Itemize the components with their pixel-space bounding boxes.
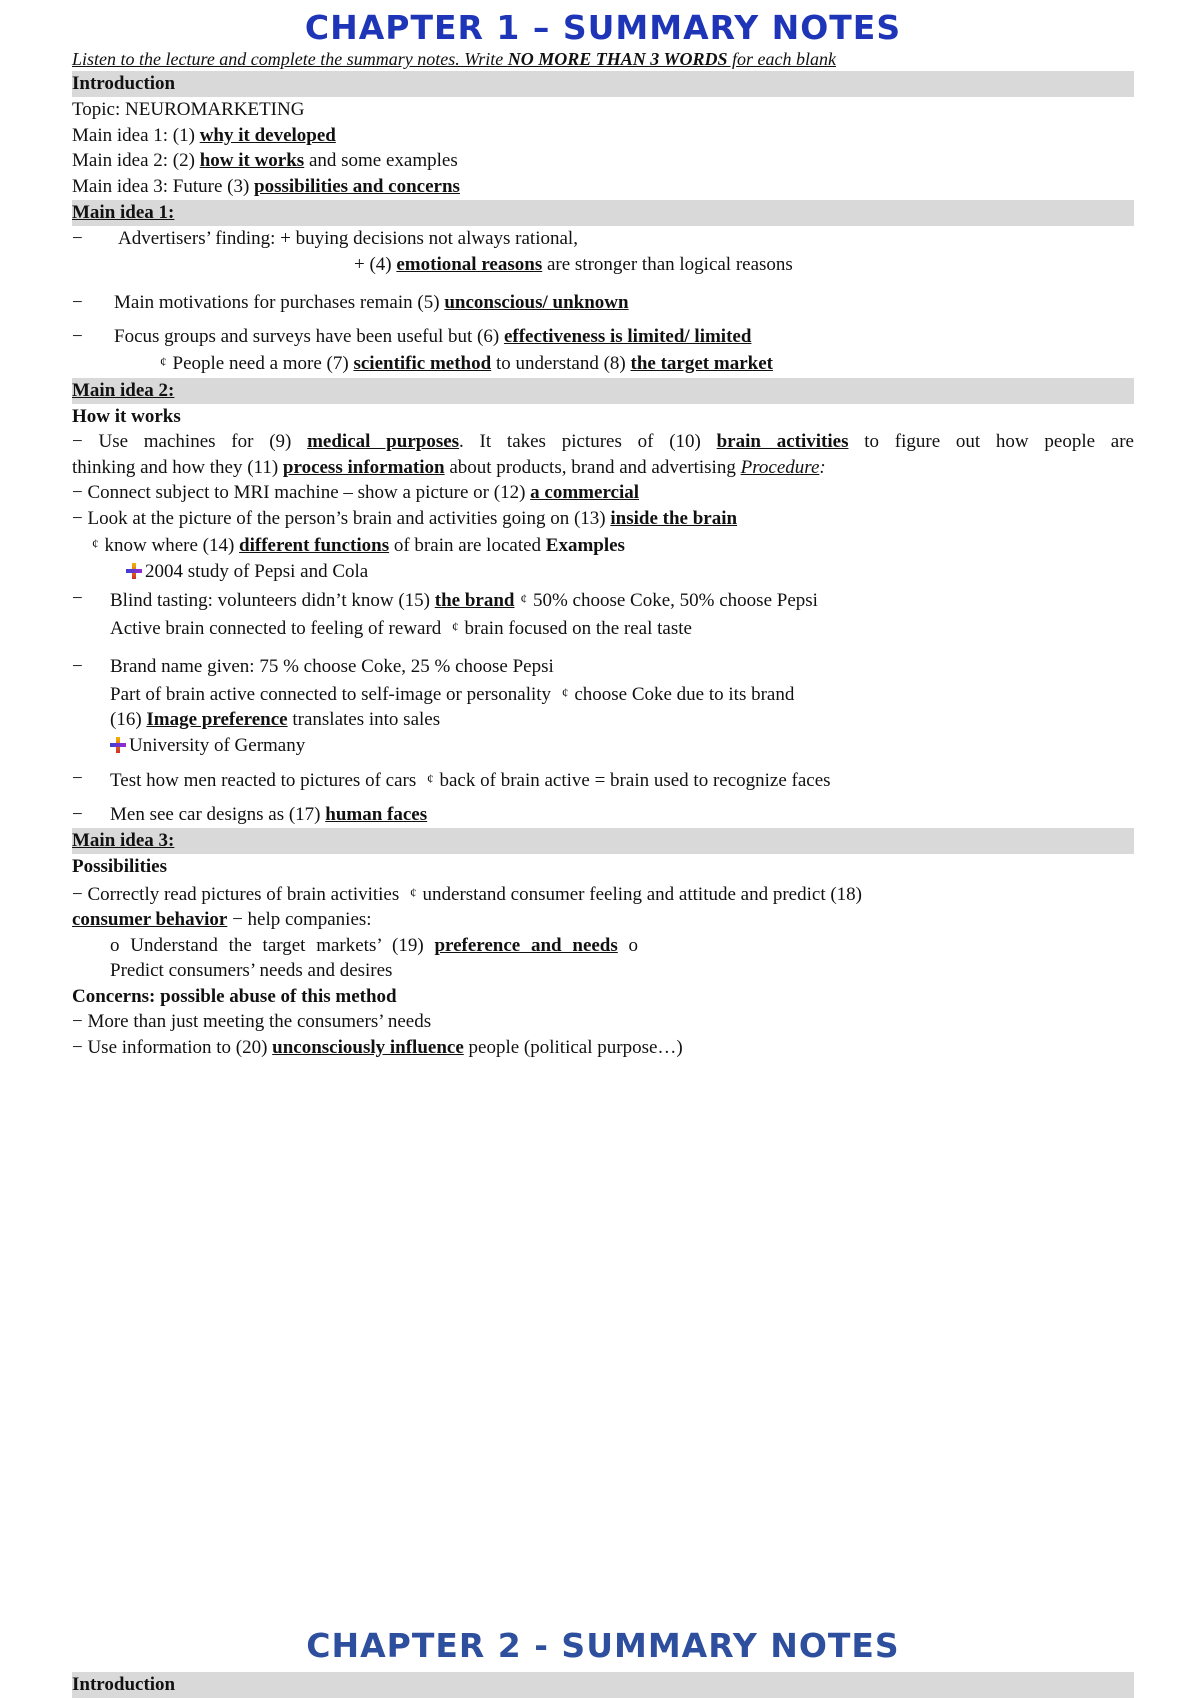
answer-8: the target market <box>630 353 773 374</box>
dash-bullet: − <box>72 292 83 313</box>
label: (16) <box>110 709 147 730</box>
text: know where (14) <box>104 535 240 556</box>
how-it-works-heading: How it works <box>72 405 181 427</box>
main-idea-2-line <box>72 148 1134 174</box>
text: − Use information to (20) <box>72 1036 273 1058</box>
main-idea-1-line <box>72 123 1134 149</box>
instructions <box>72 48 1134 70</box>
answer-20: unconsciously influence <box>272 1036 464 1058</box>
people-need-line <box>72 349 1134 377</box>
answer-18: consumer behavior <box>72 909 228 930</box>
dash-bullet: − <box>72 803 83 825</box>
answer-19: preference and needs <box>434 934 618 956</box>
answer-14: different functions <box>239 535 390 556</box>
text: Men see car designs as (17) <box>110 803 326 825</box>
text: − Correctly read pictures of brain activities <box>72 883 405 905</box>
text: . It takes pictures of (10) <box>459 431 717 452</box>
text: to figure out how people are <box>848 431 1134 452</box>
text: to understand (8) <box>491 353 631 374</box>
text: brain focused on the real taste <box>464 617 692 639</box>
answer-4: emotional reasons <box>396 253 543 275</box>
more-than-line: − More than just meeting the consumers’ needs <box>72 1011 432 1032</box>
arrow-icon: ¢ <box>520 591 527 606</box>
dash-bullet: − <box>72 228 83 249</box>
text: − Connect subject to MRI machine – show a picture or (12) <box>72 482 531 503</box>
arrow-icon: ¢ <box>92 536 99 551</box>
section-main-idea-2 <box>72 378 1134 404</box>
text: − Look at the picture of the person’s brain and activities going on (13) <box>72 507 611 529</box>
look-line <box>72 506 1134 532</box>
text: and some examples <box>304 150 458 171</box>
consumer-behavior-line <box>72 907 1134 933</box>
answer-13: inside the brain <box>610 507 738 529</box>
text: People need a more (7) <box>172 353 354 374</box>
main-idea-3-line <box>72 174 1134 200</box>
colored-plus-bullet-icon <box>110 737 126 753</box>
section-introduction: Introduction <box>72 71 1134 97</box>
active-brain-line <box>110 614 1134 642</box>
answer-17: human faces <box>325 803 428 825</box>
instructions-emphasis: NO MORE THAN 3 WORDS <box>507 49 728 69</box>
concerns-heading: Concerns: possible abuse of this method <box>72 985 397 1007</box>
part-of-brain-line <box>110 680 1134 708</box>
answer-10: brain activities <box>716 431 849 452</box>
understand-line <box>72 933 1134 959</box>
men-see-cars <box>72 802 1134 828</box>
instructions-text-end: for each blank <box>727 49 836 69</box>
chapter-1-title: CHAPTER 1 – SUMMARY NOTES <box>304 8 902 47</box>
text: 2004 study of Pepsi and Cola <box>145 560 369 582</box>
know-where-line <box>72 531 1134 559</box>
answer-6: effectiveness is limited/ limited <box>503 325 752 347</box>
text: understand consumer feeling and attitude and predict (18) <box>422 883 863 905</box>
text: o <box>617 934 639 956</box>
chapter-2-block <box>72 1626 1134 1698</box>
label: Main idea 3: Future (3) <box>72 175 255 197</box>
test-men-cars <box>72 766 1134 794</box>
topic-line: Topic: NEUROMARKETING <box>72 99 305 120</box>
section-heading: Main idea 3: <box>72 830 175 851</box>
procedure-label: Procedure <box>740 456 820 478</box>
use-machines-line <box>72 429 1134 455</box>
text: Main motivations for purchases remain (5) <box>114 292 445 313</box>
section-main-idea-3 <box>72 828 1134 854</box>
text: − help companies: <box>227 909 372 930</box>
document-page <box>72 8 1134 1695</box>
correctly-read-line <box>72 880 1134 908</box>
text: about products, brand and advertising <box>444 456 741 478</box>
text: − Use machines for (9) <box>72 431 308 452</box>
arrow-icon: ¢ <box>160 354 167 369</box>
image-preference-line <box>110 707 1134 733</box>
arrow-icon: ¢ <box>427 771 434 786</box>
text: back of brain active = brain used to recognize faces <box>439 770 831 791</box>
section-main-idea-1 <box>72 200 1134 226</box>
answer-16: Image preference <box>146 709 288 730</box>
focus-groups <box>72 324 1134 350</box>
text: Blind tasting: volunteers didn’t know (15) <box>110 590 435 611</box>
text: Brand name given: 75 % choose Coke, 25 % choose Pepsi <box>110 656 554 677</box>
colon: : <box>819 456 826 478</box>
connect-line <box>72 480 1134 506</box>
answer-5: unconscious/ unknown <box>444 292 629 313</box>
predict-line: Predict consumers’ needs and desires <box>110 960 393 981</box>
text: Focus groups and surveys have been useful but (6) <box>114 325 504 347</box>
blind-line <box>110 586 1134 614</box>
answer-15: the brand <box>434 590 515 611</box>
text: Active brain connected to feeling of reward <box>110 617 447 639</box>
main-motivations <box>72 290 1134 316</box>
arrow-icon: ¢ <box>410 884 417 900</box>
text: people (political purpose…) <box>463 1036 683 1058</box>
answer-1: why it developed <box>199 124 336 146</box>
possibilities-heading: Possibilities <box>72 856 168 877</box>
colored-plus-bullet-icon <box>126 563 142 579</box>
dash-bullet: − <box>72 325 83 347</box>
answer-9: medical purposes <box>307 431 460 452</box>
text: translates into sales <box>287 709 441 730</box>
examples-label: Examples <box>545 535 625 556</box>
label: Main idea 2: (2) <box>72 150 200 171</box>
dash-bullet: − <box>72 588 83 609</box>
advertisers-finding <box>72 226 1134 277</box>
answer-12: a commercial <box>530 482 640 503</box>
label: + (4) <box>354 253 397 275</box>
answer-7: scientific method <box>353 353 492 374</box>
text: are stronger than logical reasons <box>542 253 793 275</box>
label: Main idea 1: (1) <box>72 124 200 146</box>
text: Test how men reacted to pictures of cars <box>110 770 421 791</box>
section-heading: Main idea 2: <box>72 379 175 401</box>
reason-line <box>110 252 1134 278</box>
answer-11: process information <box>282 456 445 478</box>
text: choose Coke due to its brand <box>574 683 795 705</box>
thinking-line <box>72 455 1134 481</box>
blind-tasting <box>72 586 1134 641</box>
university-line <box>72 733 1134 759</box>
instructions-text: Listen to the lecture and complete the summary notes. Write <box>72 49 508 69</box>
text: Part of brain active connected to self-image or personality <box>110 683 556 705</box>
brand-name-given <box>72 654 1134 733</box>
text: of brain are located <box>389 535 546 556</box>
arrow-icon: ¢ <box>561 684 569 700</box>
answer-2: how it works <box>199 150 305 171</box>
study-line <box>72 559 1134 585</box>
dash-bullet: − <box>72 768 83 789</box>
text: thinking and how they (11) <box>72 456 283 478</box>
use-information-line <box>72 1035 1134 1061</box>
text: o Understand the target markets’ (19) <box>110 934 435 956</box>
text: Advertisers’ finding: + buying decisions not always rational, <box>118 228 578 249</box>
text: 50% choose Coke, 50% choose Pepsi <box>532 590 818 611</box>
dash-bullet: − <box>72 656 83 677</box>
chapter-2-title: CHAPTER 2 - SUMMARY NOTES <box>306 1626 900 1665</box>
section-heading: Main idea 1: <box>72 202 175 223</box>
text: University of Germany <box>129 734 306 756</box>
section-introduction-2: Introduction <box>72 1672 1134 1698</box>
answer-3: possibilities and concerns <box>254 175 460 197</box>
arrow-icon: ¢ <box>452 618 459 634</box>
